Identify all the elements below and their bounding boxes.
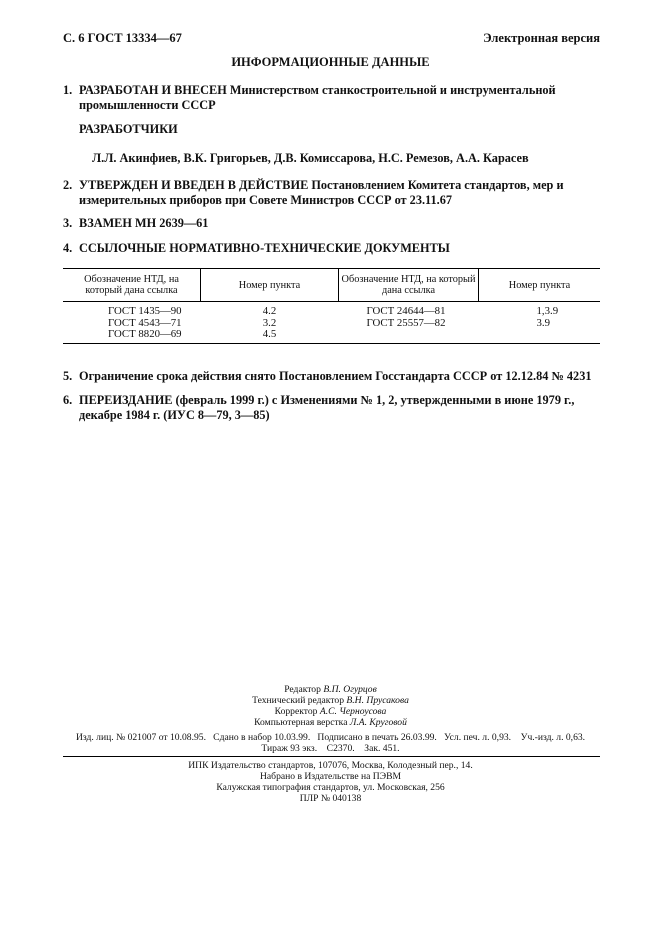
- item-5-text: Ограничение срока действия снято Постановлением Госстандарта СССР от 12.12.84 № 4231: [79, 369, 592, 383]
- print-details-line: Изд. лиц. № 021007 от 10.08.95. Сдано в набор 10.03.99. Подписано в печать 26.03.99. Усл. печ. л. 0,93. Уч.-изд. л. 0,63.: [75, 732, 586, 743]
- table-row: [63, 302, 600, 318]
- item-2-text: УТВЕРЖДЕН И ВВЕДЕН В ДЕЙСТВИЕ Постановлением Комитета стандартов, мер и измерительных приборов при Совете Министров СССР от 23.11.67: [79, 178, 564, 207]
- publisher-line: ИПК Издательство стандартов, 107076, Москва, Колодезный пер., 14.: [188, 760, 473, 771]
- reference-documents-table: [63, 268, 600, 344]
- page-title: ИНФОРМАЦИОННЫЕ ДАННЫЕ: [231, 55, 430, 69]
- table-header-cell: Обозначение НТД, на который дана ссылка: [63, 269, 201, 302]
- item-5: [63, 369, 600, 384]
- divider: [63, 756, 600, 757]
- publisher-block: [0, 760, 661, 804]
- item-4-number: 4.: [63, 241, 73, 255]
- table-cell: [339, 329, 479, 343]
- table-cell: 1,3.9: [536, 305, 559, 317]
- print-details-line: Тираж 93 экз. С2370. Зак. 451.: [261, 743, 400, 754]
- item-6-text: ПЕРЕИЗДАНИЕ (февраль 1999 г.) с Изменениями № 1, 2, утвержденными в июне 1979 г., декабре 1984 г. (ИУС 8—79, 3—85): [79, 393, 575, 422]
- credit-person: А.С. Черноусова: [319, 706, 387, 717]
- table-cell: [479, 329, 601, 343]
- table-cell: 4.2: [262, 305, 277, 317]
- credit-layout: [0, 717, 661, 728]
- item-1: [63, 83, 600, 113]
- table-header-cell: Номер пункта: [479, 269, 601, 302]
- item-4: [63, 241, 600, 256]
- table-cell: 3.9: [536, 316, 550, 329]
- item-3-text: ВЗАМЕН МН 2639—61: [79, 216, 209, 230]
- publisher-line: ПЛР № 040138: [299, 793, 362, 804]
- page-header-left: С. 6 ГОСТ 13334—67: [63, 31, 182, 45]
- item-6-number: 6.: [63, 393, 73, 407]
- table-cell: 3.2: [262, 316, 277, 329]
- developers-list: Л.Л. Акинфиев, В.К. Григорьев, Д.В. Комиссарова, Н.С. Ремезов, А.А. Карасев: [92, 151, 529, 165]
- table-cell: ГОСТ 8820—69: [63, 329, 201, 343]
- item-5-number: 5.: [63, 369, 73, 383]
- table-cell: ГОСТ 1435—90: [108, 305, 182, 317]
- credit-role: Корректор: [274, 706, 318, 717]
- page-header-right: Электронная версия: [483, 31, 600, 45]
- credit-person: В.П. Огурцов: [323, 684, 377, 695]
- credit-role: Технический редактор: [252, 695, 344, 706]
- item-6: [63, 393, 600, 423]
- credit-corrector: [0, 706, 661, 717]
- table-cell: ГОСТ 24644—81: [366, 305, 446, 317]
- item-1-text: РАЗРАБОТАН И ВНЕСЕН Министерством станкостроительной и инструментальной промышленности СССР: [79, 83, 556, 112]
- credit-role: Редактор: [284, 684, 321, 695]
- credit-role: Компьютерная верстка: [254, 717, 348, 728]
- item-3: [63, 216, 600, 231]
- table-header-row: [63, 269, 600, 302]
- developers-heading: РАЗРАБОТЧИКИ: [79, 122, 178, 136]
- table-header-cell: Номер пункта: [201, 269, 339, 302]
- credit-editor: [0, 684, 661, 695]
- table-header-cell: Обозначение НТД, на который дана ссылка: [339, 269, 479, 302]
- item-1-number: 1.: [63, 83, 73, 97]
- table-cell: ГОСТ 25557—82: [366, 316, 446, 329]
- table-cell: 4.5: [201, 329, 339, 343]
- credit-tech-editor: [0, 695, 661, 706]
- item-3-number: 3.: [63, 216, 73, 230]
- credits-block: [0, 684, 661, 728]
- publisher-line: Набрано в Издательстве на ПЭВМ: [260, 771, 401, 782]
- item-4-text: ССЫЛОЧНЫЕ НОРМАТИВНО-ТЕХНИЧЕСКИЕ ДОКУМЕНТЫ: [79, 241, 450, 255]
- item-2-number: 2.: [63, 178, 73, 192]
- table-cell: ГОСТ 4543—71: [108, 316, 182, 329]
- publisher-line: Калужская типография стандартов, ул. Московская, 256: [216, 782, 445, 793]
- credit-person: В.Н. Прусакова: [346, 695, 409, 706]
- print-details: [0, 732, 661, 754]
- credit-person: Л.А. Круговой: [349, 717, 407, 728]
- item-2: [63, 178, 600, 208]
- table-row: [63, 329, 600, 343]
